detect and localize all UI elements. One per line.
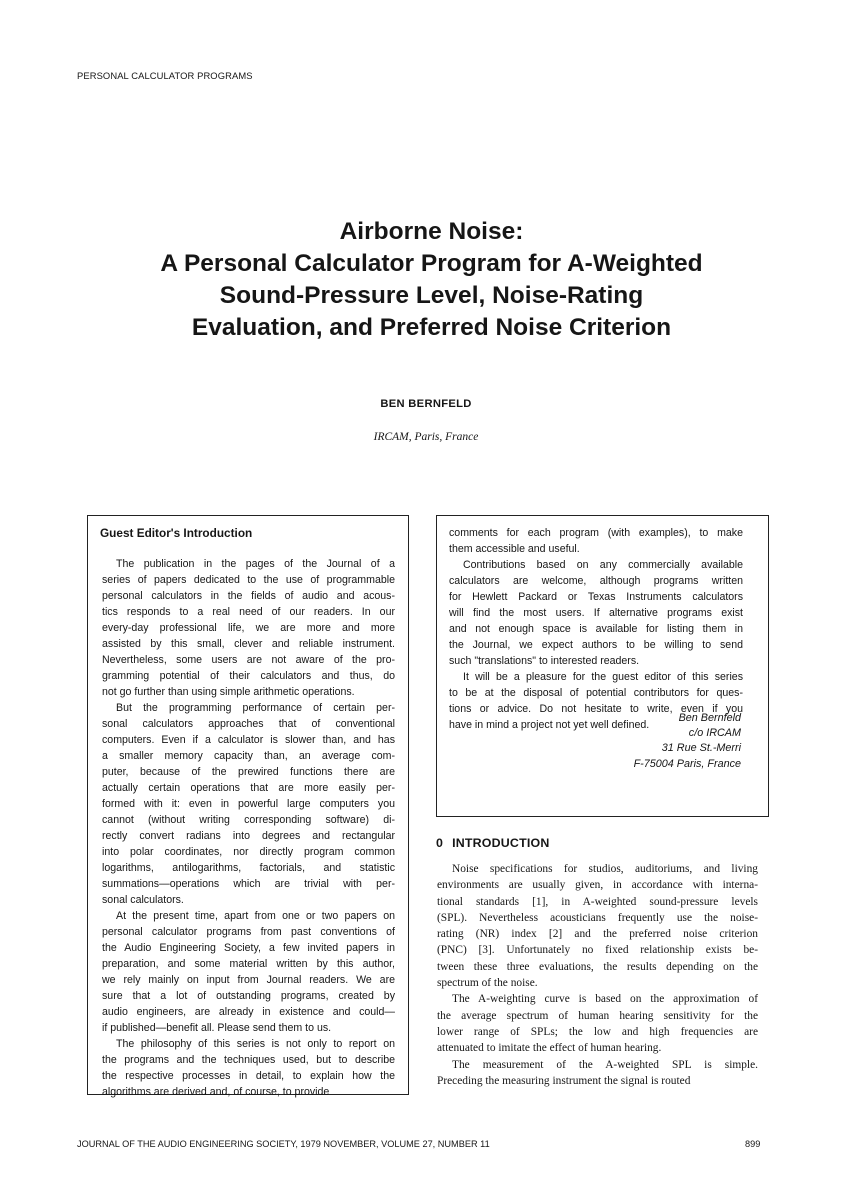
text-line: puter, because of the prewired functions there are (102, 766, 395, 778)
footer-journal-info: JOURNAL OF THE AUDIO ENGINEERING SOCIETY, 1979 NOVEMBER, VOLUME 27, NUMBER 11 (77, 1139, 490, 1149)
text-line: every-day professional life, we are more and more (102, 622, 395, 634)
text-line: formed with it: even in powerful large computers you (102, 798, 395, 810)
introduction-body (437, 861, 758, 1089)
text-line: for Hewlett Packard or Texas Instruments calculators (449, 591, 743, 603)
text-line: calculators are welcome, although programs written (449, 575, 743, 587)
text-line: the programs and the techniques used, but to describe (102, 1054, 395, 1066)
text-line: sonal calculators. (102, 894, 184, 906)
text-line: comments for each program (with examples), to make (449, 527, 743, 539)
signature-line: c/o IRCAM (688, 727, 741, 740)
text-line: the Audio Engineering Society, a few invited papers in (102, 942, 395, 954)
text-line: we rely mainly on input from Journal readers. We are (102, 974, 395, 986)
text-line: sonal calculators approaches that of conventional (102, 718, 395, 730)
text-line: At the present time, apart from one or two papers on (116, 910, 395, 922)
text-line: The A-weighting curve is based on the approximation of (452, 993, 758, 1006)
editor-intro-left-column (102, 556, 395, 1100)
title-line: Evaluation, and Preferred Noise Criterion (191, 314, 672, 341)
page-number: 899 (745, 1139, 761, 1149)
text-line: rating (NR) index [2] and the preferred noise criterion (437, 928, 758, 941)
text-line: will find the most users. If alternative programs exist (449, 607, 743, 619)
text-line: personal calculators in the fields of audio and acous- (102, 590, 395, 602)
editor-signature (560, 711, 741, 772)
text-line: them accessible and useful. (449, 543, 580, 555)
text-line: have in mind a project not yet well defined. (449, 719, 650, 731)
text-line: algorithms are derived and, of course, to provide (102, 1086, 330, 1098)
text-line: logarithms, antilogarithms, factorials, and statistic (102, 862, 395, 874)
text-line: preparation, and some material written by this author, (102, 958, 395, 970)
text-line: to be at the disposal of potential contributors for ques- (449, 687, 743, 699)
text-line: Contributions based on any commercially available (463, 559, 743, 571)
text-line: the Journal, we expect authors to be willing to send (449, 639, 743, 651)
text-line: Nevertheless, some users are not aware of the pro- (102, 654, 395, 666)
text-line: lower range of SPLs; the low and high frequencies are (437, 1025, 758, 1038)
text-line: (SPL). Nevertheless acousticians frequently use the noise- (437, 911, 758, 924)
article-title (60, 216, 803, 344)
editor-intro-heading: Guest Editor's Introduction (100, 526, 253, 540)
text-line: cannot (without writing corresponding software) di- (102, 814, 395, 826)
text-line: sure that a lot of outstanding programs, created by (102, 990, 395, 1002)
text-line: The measurement of the A-weighted SPL is simple. (452, 1058, 758, 1071)
signature-line: Ben Bernfeld (678, 712, 741, 724)
text-line: if published—benefit all. Please send them to us. (102, 1022, 332, 1034)
editor-intro-right-column (449, 525, 743, 733)
text-line: the average spectrum of human hearing sensitivity for the (437, 1009, 758, 1022)
text-line: The publication in the pages of the Journal of a (116, 558, 395, 570)
text-line: rectly convert radians into degrees and rectangular (102, 830, 395, 842)
section-number: 0 (436, 836, 444, 850)
text-line: actually certain operations that are more easily per- (102, 782, 395, 794)
author-affiliation: IRCAM, Paris, France (373, 431, 479, 443)
title-line: Airborne Noise: (339, 218, 524, 245)
running-head: PERSONAL CALCULATOR PROGRAMS (77, 70, 253, 81)
text-line: not go further than using simple arithmetic operations. (102, 686, 355, 698)
title-line: Sound-Pressure Level, Noise-Rating (219, 282, 644, 309)
text-line: attenuated to imitate the effect of human hearing. (437, 1042, 662, 1055)
text-line: personal calculator programs from past conventions of (102, 926, 395, 938)
text-line: The philosophy of this series is not only to report on (116, 1038, 395, 1050)
text-line: the respective processes in detail, to explain how the (102, 1070, 395, 1082)
title-line: A Personal Calculator Program for A-Weighted (160, 250, 703, 277)
text-line: such "translations" to interested readers. (449, 655, 640, 667)
section-title: INTRODUCTION (452, 836, 550, 850)
signature-line: 31 Rue St.-Merri (661, 742, 741, 755)
text-line: and not enough space is available for listing them in (449, 623, 743, 635)
text-line: spectrum of the noise. (437, 977, 538, 990)
text-line: (PNC) [3]. Unfortunately no fixed relationship exists be- (437, 944, 758, 957)
text-line: environments are usually given, in accordance with interna- (437, 879, 758, 892)
section-heading (436, 836, 549, 850)
text-line: series of papers dedicated to the use of programmable (102, 574, 395, 586)
text-line: a smaller memory capacity than, an average com- (102, 750, 395, 762)
text-line: gramming potential of their calculators and thus, do (102, 670, 395, 682)
text-line: tics responds to a real need of our readers. In our (102, 606, 395, 618)
signature-line: F-75004 Paris, France (633, 757, 741, 770)
text-line: It will be a pleasure for the guest editor of this series (463, 671, 743, 683)
text-line: computers. Even if a calculator is slower than, and has (102, 734, 395, 746)
text-line: tional standards [1], in A-weighted sound-pressure levels (437, 895, 758, 908)
text-line: assisted by this small, clever and reliable instrument. (102, 638, 395, 650)
author-name: BEN BERNFELD (380, 398, 472, 410)
text-line: audio engineers, are already in existence and could— (102, 1006, 395, 1018)
text-line: Noise specifications for studios, auditoriums, and living (452, 863, 758, 875)
text-line: Preceding the measuring instrument the signal is routed (437, 1074, 691, 1087)
text-line: tween these three evaluations, the results depending on the (437, 960, 758, 973)
text-line: But the programming performance of certain per- (116, 702, 395, 714)
text-line: tions or advice. Do not hesitate to write, even if you (449, 703, 743, 715)
text-line: summations—operations which are trivial with per- (102, 878, 395, 890)
text-line: into polar coordinates, nor directly program common (102, 846, 395, 858)
